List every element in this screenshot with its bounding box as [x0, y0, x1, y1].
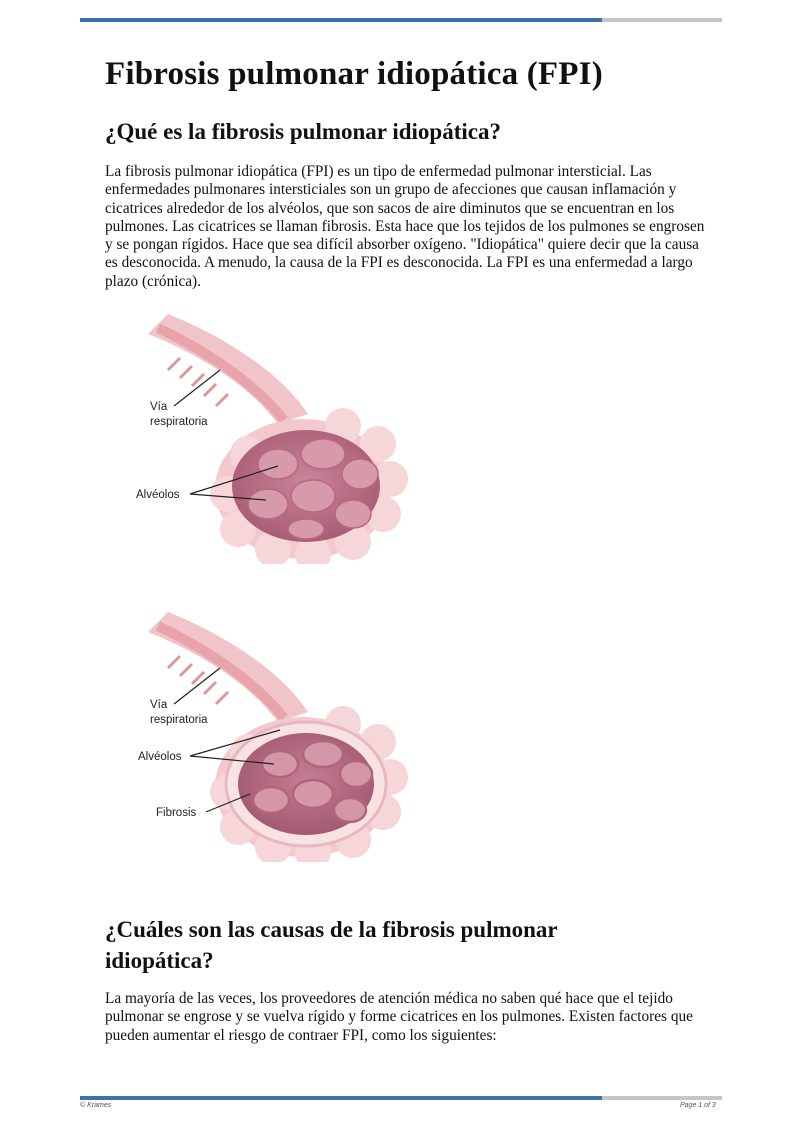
footer-rule — [80, 1096, 722, 1100]
footer-rule-blue — [80, 1096, 602, 1100]
label-airway-line2: respiratoria — [150, 714, 208, 726]
illustration-fibrotic-alveoli — [128, 612, 418, 862]
label-alveoli: Alvéolos — [136, 489, 180, 501]
footer-copyright: © Krames — [80, 1102, 112, 1109]
label-alveoli: Alvéolos — [138, 751, 182, 763]
header-rule-gray — [602, 18, 722, 22]
section-heading-causes: ¿Cuáles son las causas de la fibrosis pulmonar idiopática? — [105, 917, 558, 973]
section-heading-what-is: ¿Qué es la fibrosis pulmonar idiopática? — [105, 119, 501, 144]
section-paragraph-what-is: La fibrosis pulmonar idiopática (FPI) es un tipo de enfermedad pulmonar intersticial. Las enfermedades pulmonares intersticiales son un grupo de afecciones que causan inflamación y cicatrices alrededor de los alvéolos, que son sacos de aire diminutos que se encuentran en los pulmones. Las cicatrices se llaman fibrosis. Esta hace que los tejidos de los pulmones se engrosen y se pongan rígidos. Hace que sea difícil absorber oxígeno. "Idiopática" quiere decir que la causa es desconocida. A menudo, la causa de la FPI es desconocida. La FPI es una enfermedad a largo plazo (crónica). — [105, 163, 705, 290]
header-rule-blue — [80, 18, 602, 22]
label-airway-line1: Vía — [150, 699, 168, 711]
illustration-healthy-alveoli — [128, 314, 418, 564]
footer-rule-gray — [602, 1096, 722, 1100]
label-airway-line2: respiratoria — [150, 416, 208, 428]
label-airway-line1: Vía — [150, 401, 168, 413]
footer-page-number: Page 1 of 3 — [680, 1102, 716, 1109]
page-title: Fibrosis pulmonar idiopática (FPI) — [105, 56, 603, 92]
header-rule — [80, 18, 722, 22]
label-fibrosis: Fibrosis — [156, 807, 197, 819]
section-paragraph-causes: La mayoría de las veces, los proveedores de atención médica no saben qué hace que el tejido pulmonar se engrose y se vuelva rígido y forme cicatrices en los pulmones. Existen factores que pueden aumentar el riesgo de contraer FPI, como los siguientes: — [105, 990, 693, 1044]
